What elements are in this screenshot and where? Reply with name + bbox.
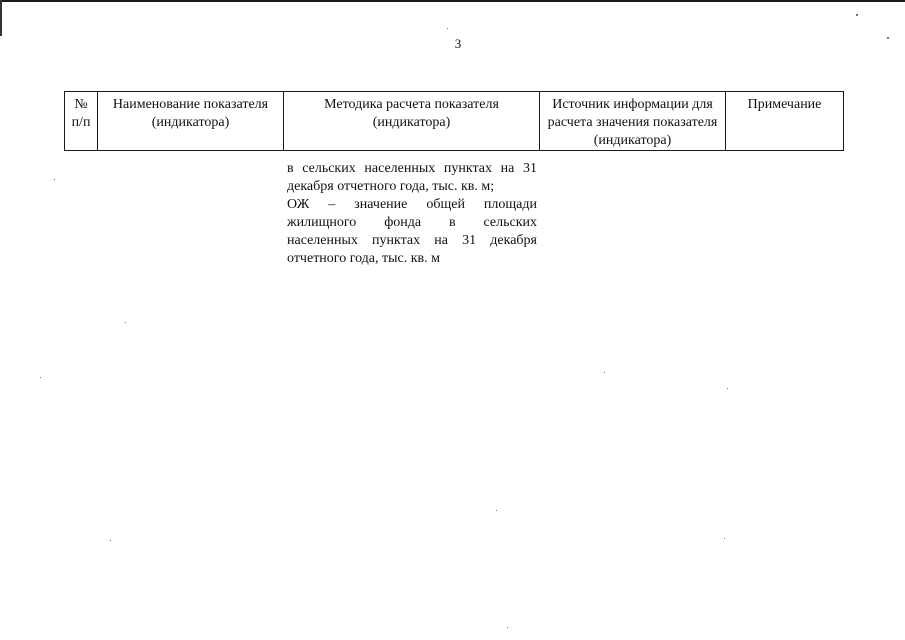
method-paragraph-2: ОЖ – значение общей площади жилищного фонда в сельских населенных пунктах на 31 декабря отчетного года, тыс. кв. м (287, 197, 537, 266)
calculation-method-text (287, 160, 537, 268)
page-number: 3 (454, 36, 462, 51)
header-note: Примечание (726, 92, 844, 151)
header-information-source: Источник информации для расчета значения показателя (индикатора) (540, 92, 726, 151)
scan-speck (507, 627, 508, 628)
header-indicator-name: Наименование показателя (индикатора) (98, 92, 284, 151)
scan-speck (724, 538, 725, 539)
scan-speck (496, 510, 497, 511)
scan-speck (856, 14, 858, 16)
scan-speck (125, 322, 126, 323)
scan-speck (447, 28, 448, 29)
scan-speck (727, 388, 728, 389)
header-calculation-method: Методика расчета показателя (индикатора) (284, 92, 540, 151)
scan-speck (54, 179, 55, 180)
left-border-line (0, 0, 2, 36)
table-header-row (65, 92, 844, 151)
method-paragraph-1: в сельских населенных пунктах на 31 декабря отчетного года, тыс. кв. м; (287, 161, 537, 194)
scan-speck (604, 372, 605, 373)
scan-speck (40, 377, 41, 378)
indicator-table-header (64, 91, 844, 151)
scan-speck (887, 37, 889, 39)
header-number: № п/п (65, 92, 98, 151)
top-border-line (0, 0, 905, 2)
scan-speck (110, 540, 111, 541)
